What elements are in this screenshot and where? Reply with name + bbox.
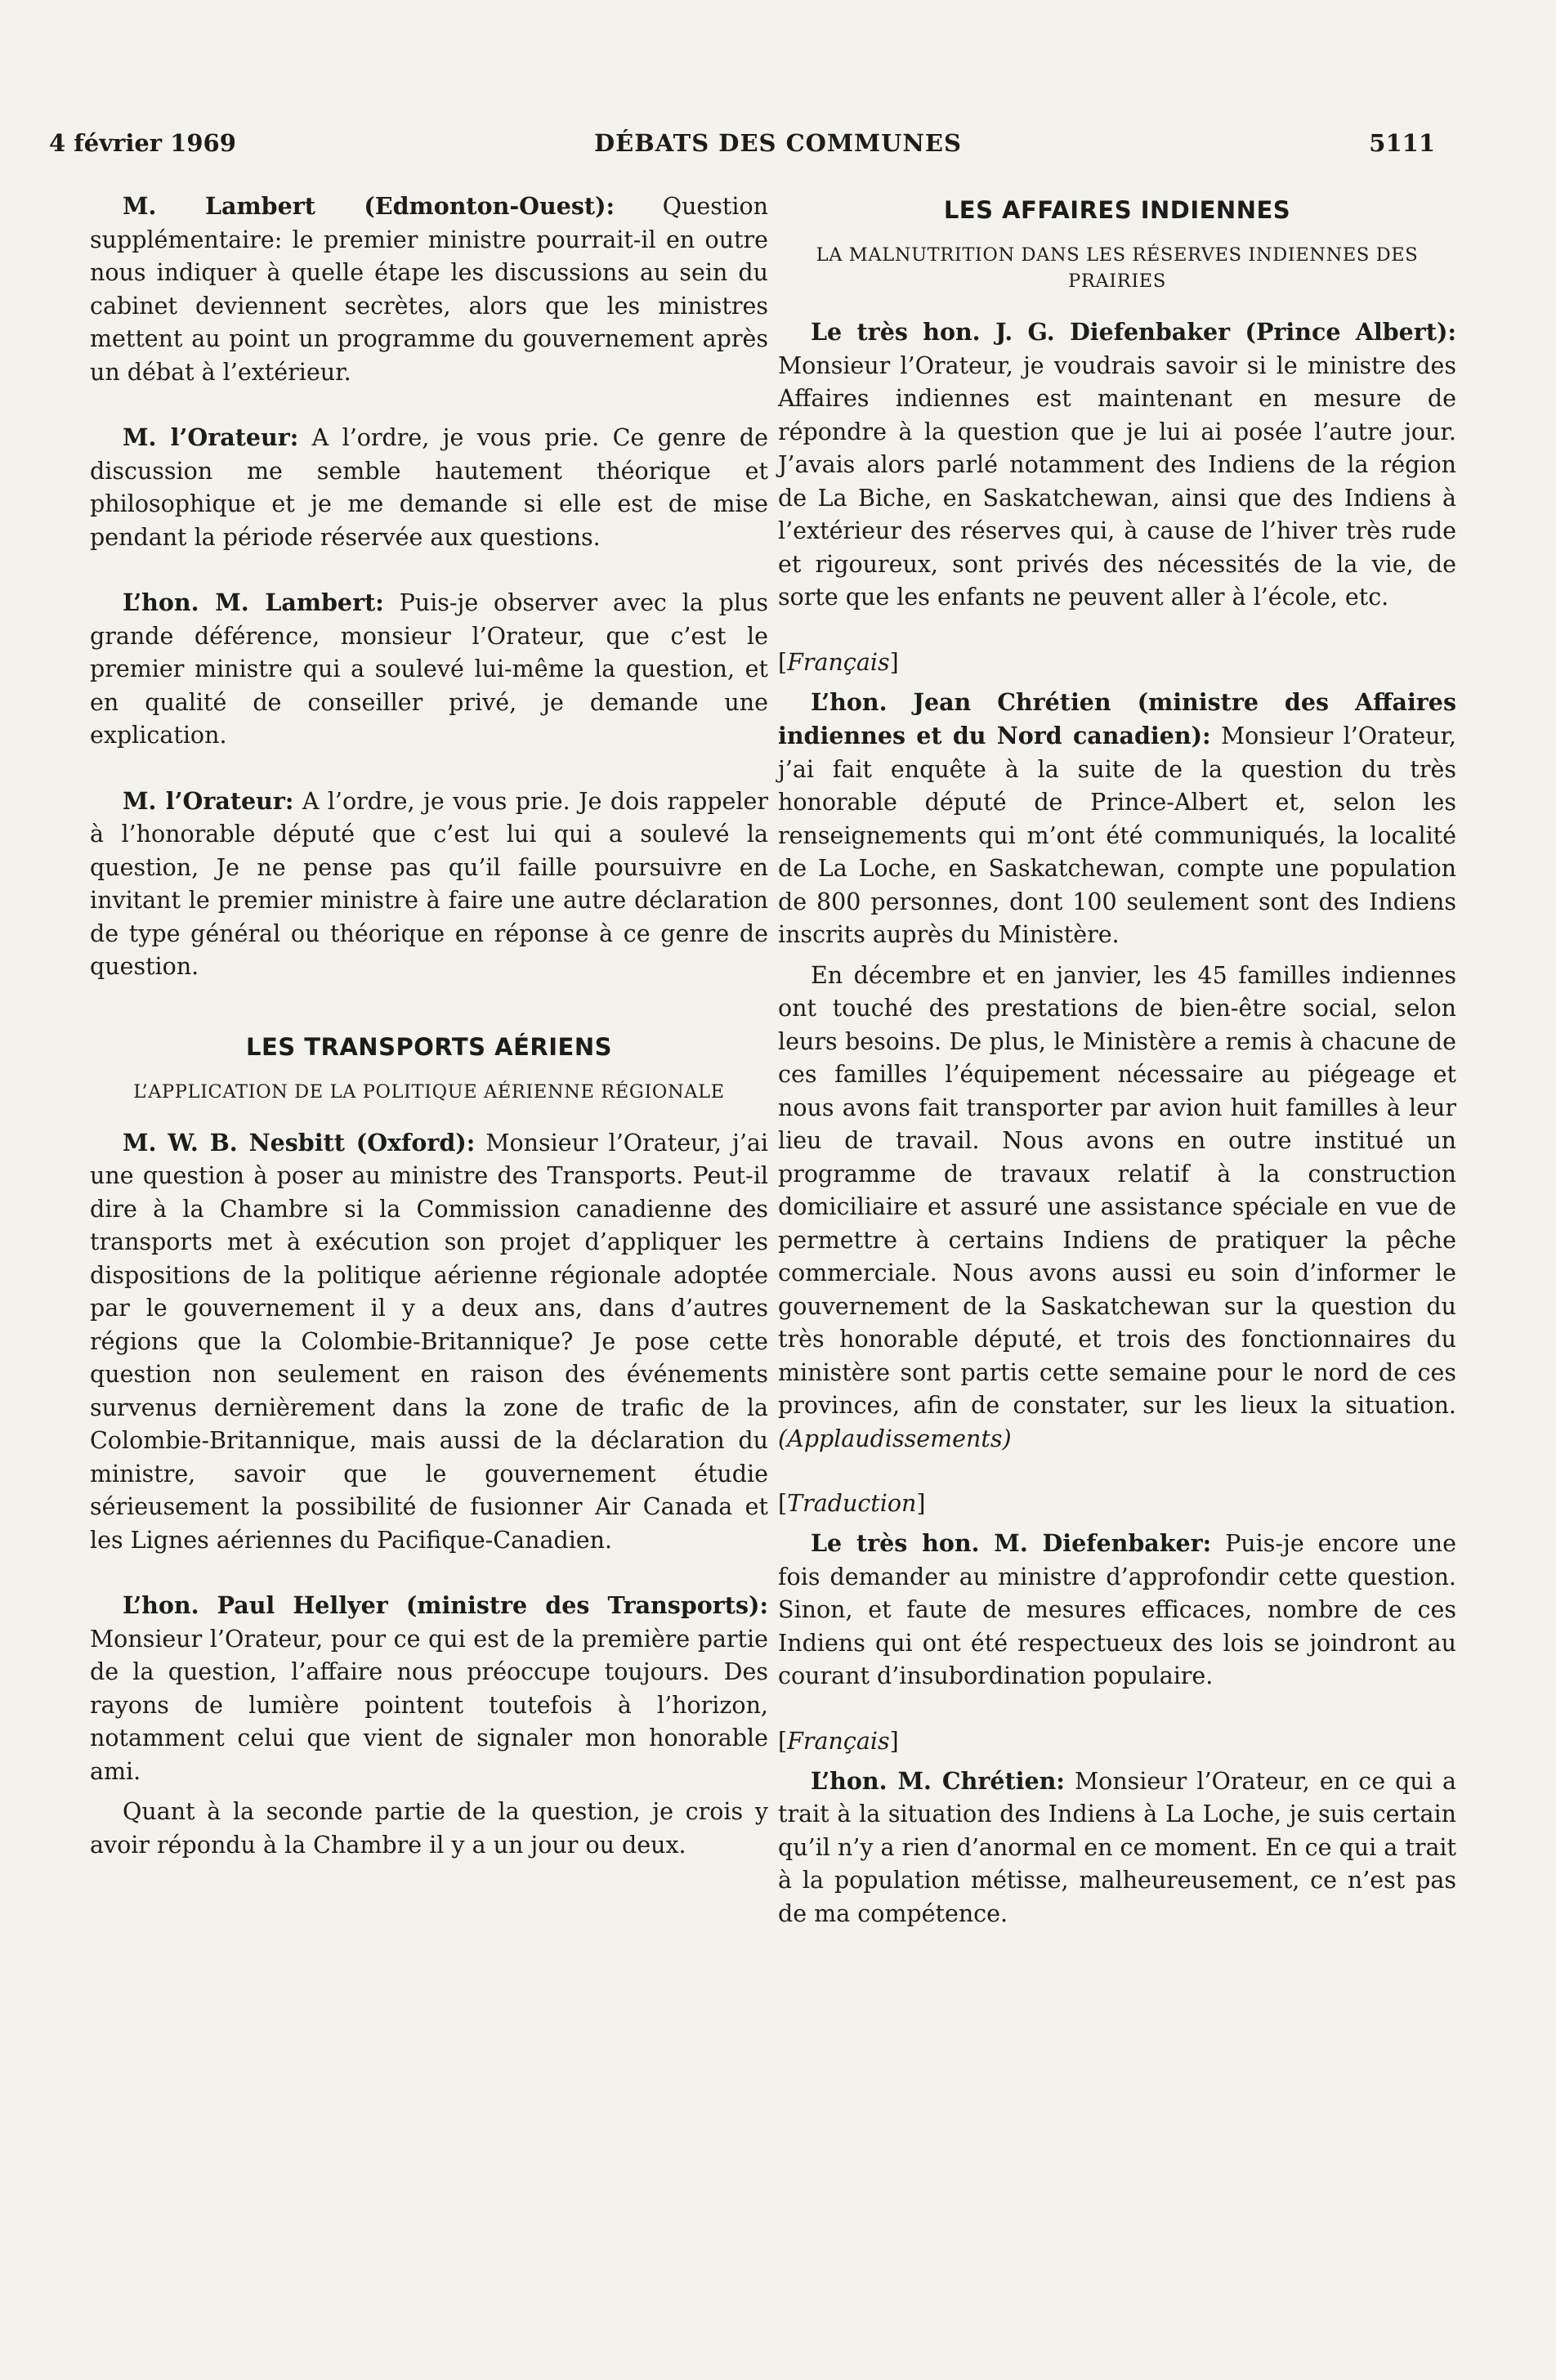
speaker-name: L’hon. Paul Hellyer (ministre des Transports): bbox=[123, 1591, 768, 1619]
speaker-name: M. l’Orateur: bbox=[123, 423, 299, 451]
paragraph-text: Monsieur l’Orateur, en ce qui a trait à la situation des Indiens à La Loche, je suis certain qu’il n’y a rien d’anormal en ce moment. En ce qui a trait à la population métisse, malheureusement, ce n’est pas de ma compétence. bbox=[778, 1767, 1457, 1927]
subsection-title: LA MALNUTRITION DANS LES RÉSERVES INDIENNES DES PRAIRIES bbox=[816, 244, 1419, 292]
paragraph bbox=[90, 190, 768, 389]
paragraph bbox=[90, 785, 768, 984]
paragraph bbox=[90, 586, 768, 753]
paragraph bbox=[778, 315, 1456, 615]
paragraph-text: A l’ordre, je vous prie. Je dois rappeler à l’honorable député que c’est lui qui a soulevé la question, Je ne pense pas qu’il faille poursuivre en invitant le premier ministre à faire une autre déclaration de type général ou théorique en réponse à ce genre de question. bbox=[90, 787, 768, 980]
language-marker: [Français] bbox=[778, 1727, 899, 1755]
paragraph-text: Quant à la seconde partie de la question, je crois y avoir répondu à la Chambre il y a un jour ou deux. bbox=[90, 1798, 768, 1859]
marker-text: Traduction bbox=[787, 1490, 917, 1517]
right-column bbox=[778, 190, 1456, 1962]
page-number: 5111 bbox=[1369, 129, 1435, 157]
paragraph-text: Monsieur l’Orateur, je voudrais savoir si le ministre des Affaires indiennes est maintenant en mesure de répondre à la question que je lui ai posée l’autre jour. J’avais alors parlé notamment des Indiens de la région de La Biche, en Saskatchewan, ainsi que des Indiens à l’extérieur des réserves qui, à cause de l’hiver très rude et rigoureux, sont privés des nécessités de la vie, de sorte que les enfants ne peuvent aller à l’école, etc. bbox=[778, 351, 1456, 611]
left-column bbox=[90, 190, 768, 1894]
paragraph bbox=[778, 960, 1456, 1456]
speaker-name: M. W. B. Nesbitt (Oxford): bbox=[123, 1128, 476, 1156]
applause-note: (Applaudissements) bbox=[778, 1425, 1012, 1452]
paragraph bbox=[90, 1126, 768, 1558]
speaker-name: Le très hon. J. G. Diefenbaker (Prince Albert): bbox=[811, 318, 1456, 346]
header-date: 4 février 1969 bbox=[49, 129, 236, 157]
paragraph bbox=[778, 1765, 1456, 1931]
paragraph bbox=[90, 1796, 768, 1862]
language-marker: [Français] bbox=[778, 648, 899, 676]
paragraph-text: Monsieur l’Orateur, j’ai fait enquête à la suite de la question du très honorable député de Prince-Albert et, selon les renseignements qui m’ont été communiqués, la localité de La Loche, en Saskatchewan, compte une population de 800 personnes, dont 100 seulement sont des Indiens inscrits auprès du Ministère. bbox=[778, 722, 1456, 948]
paragraph-text: Monsieur l’Orateur, j’ai une question à poser au ministre des Transports. Peut-il dire à la Chambre si la Commission canadienne des transports met à exécution son projet d’appliquer les dispositions de la politique aérienne régionale adoptée par le gouvernement il y a deux ans, dans d’autres régions que la Colombie-Britannique? Je pose cette question non seulement en raison des événements survenus dernièrement dans la zone de trafic de la Colombie-Britannique, mais aussi de la déclaration du ministre, savoir que le gouvernement étudie sérieusement la possibilité de fusionner Air Canada et les Lignes aériennes du Pacifique-Canadien. bbox=[90, 1129, 768, 1554]
marker-text: Français bbox=[787, 648, 890, 676]
paragraph-text: Puis-je observer avec la plus grande déférence, monsieur l’Orateur, que c’est le premier ministre qui a soulevé lui-même la question, et en qualité de conseiller privé, je demande une explication. bbox=[90, 589, 768, 749]
language-marker: [Traduction] bbox=[778, 1490, 926, 1517]
paragraph-text: Puis-je encore une fois demander au ministre d’approfondir cette question. Sinon, et faute de mesures efficaces, nombre de ces Indiens qui ont été respectueux des lois se joindront au courant d’insubordination populaire. bbox=[778, 1530, 1456, 1689]
speaker-name: M. l’Orateur: bbox=[123, 786, 294, 815]
header-title: DÉBATS DES COMMUNES bbox=[594, 129, 962, 157]
section-title: LES AFFAIRES INDIENNES bbox=[943, 196, 1291, 224]
section-title: LES TRANSPORTS AÉRIENS bbox=[245, 1032, 613, 1061]
speaker-name: L’hon. M. Lambert: bbox=[123, 588, 384, 616]
speaker-name: L’hon. M. Chrétien: bbox=[811, 1766, 1065, 1795]
speaker-name: L’hon. Jean Chrétien (ministre des Affaires indiennes et du Nord canadien): bbox=[778, 687, 1456, 749]
paragraph bbox=[778, 686, 1456, 952]
subsection-title: L’APPLICATION DE LA POLITIQUE AÉRIENNE RÉGIONALE bbox=[133, 1080, 725, 1103]
speaker-name: M. Lambert (Edmonton-Ouest): bbox=[123, 192, 615, 220]
speaker-name: Le très hon. M. Diefenbaker: bbox=[811, 1529, 1212, 1557]
paragraph-text: A l’ordre, je vous prie. Ce genre de discussion me semble hautement théorique et philosophique et je me demande si elle est de mise pendant la période réservée aux questions. bbox=[90, 424, 768, 551]
marker-text: Français bbox=[787, 1727, 890, 1755]
paragraph bbox=[90, 1589, 768, 1788]
paragraph-text: En décembre et en janvier, les 45 familles indiennes ont touché des prestations de bien-être social, selon leurs besoins. De plus, le Ministère a remis à chacune de ces familles l’équipement nécessaire au piégeage et nous avons fait transporter par avion huit familles à leur lieu de travail. Nous avons en outre institué un programme de travaux relatif à la construction domiciliaire et assuré une assistance spéciale en vue de permettre à certains Indiens de pratiquer la pêche commerciale. Nous avons aussi eu soin d’informer le gouvernement de la Saskatchewan sur la question du très honorable député, et trois des fonctionnaires du ministère sont partis cette semaine pour le nord de ces provinces, afin de constater, sur les lieux la situation. bbox=[778, 961, 1456, 1419]
paragraph bbox=[90, 421, 768, 554]
page-header bbox=[0, 129, 1556, 162]
paragraph-text: Question supplémentaire: le premier ministre pourrait-il en outre nous indiquer à quelle étape les discussions au sein du cabinet deviennent secrètes, alors que les ministres mettent au point un programme du gouvernement après un débat à l’extérieur. bbox=[90, 193, 768, 386]
paragraph bbox=[778, 1527, 1456, 1693]
paragraph-text: Monsieur l’Orateur, pour ce qui est de la première partie de la question, l’affaire nous préoccupe toujours. Des rayons de lumière pointent toutefois à l’horizon, notamment celui que vient de signaler mon honorable ami. bbox=[90, 1625, 768, 1785]
